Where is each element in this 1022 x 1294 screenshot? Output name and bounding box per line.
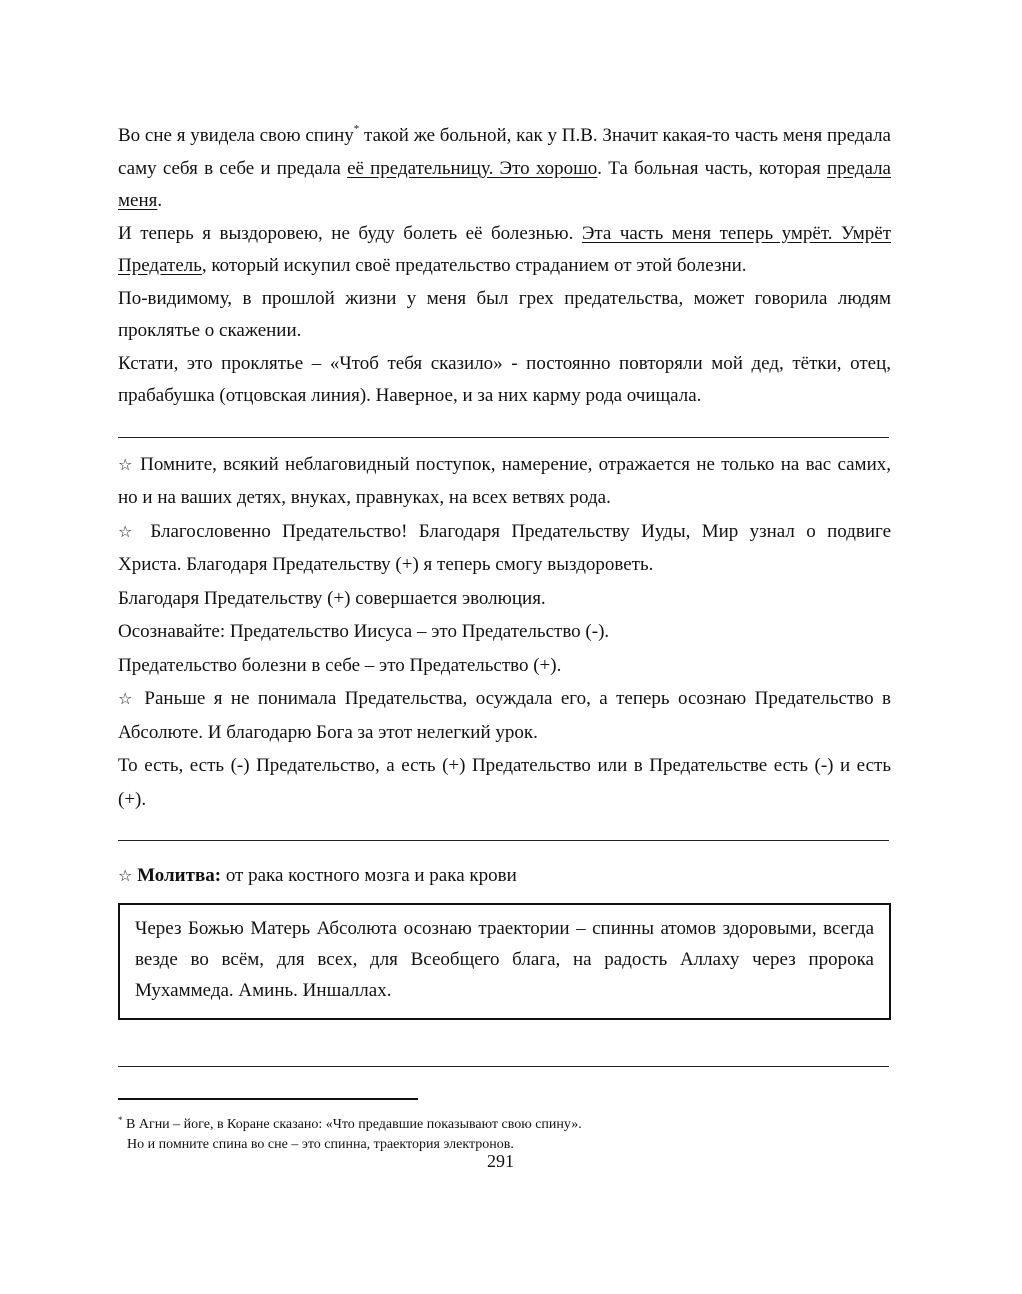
star-icon: ☆ xyxy=(118,454,134,474)
bullet-item: ☆ Благословенно Предательство! Благодаря Предательству Иуды, Мир узнал о подвиге Христа. Благодаря Предательству (+) я теперь смогу выздороветь. xyxy=(118,520,892,575)
underlined-phrase: Эта часть меня теперь умрёт. Умрёт Предатель xyxy=(118,222,892,276)
bullet-item: ☆ Помните, всякий неблаговидный поступок, намерение, отражается не только на вас самих, но и на ваших детях, внуках, правнуках, на всех ветвях рода. xyxy=(118,453,892,508)
paragraph-recovery: И теперь я выздоровею, не буду болеть её болезнью. Эта часть меня теперь умрёт. Умрёт Предатель, который искупил своё предательство страданием от этой болезни. xyxy=(118,222,892,276)
horizontal-rule xyxy=(118,1066,889,1067)
footnote-mark: * xyxy=(118,1115,123,1125)
text-line: Осознавайте: Предательство Иисуса – это Предательство (-). xyxy=(118,621,610,642)
prayer-text: Через Божью Матерь Абсолюта осознаю траектории – спинны атомов здоровыми, всегда везде во всём, для всех, для Всеобщего блага, на радость Аллаху через пророка Мухаммеда. Аминь. Иншаллах. xyxy=(135,918,874,1001)
prayer-label: Молитва: xyxy=(137,865,222,886)
paragraph-curse: Кстати, это проклятье – «Чтоб тебя сказило» - постоянно повторяли мой дед, тётки, отец, прабабушка (отцовская линия). Наверное, и за них карму рода очищала. xyxy=(118,352,891,406)
paragraph-past-life: По-видимому, в прошлой жизни у меня был грех предательства, может говорила людям проклятье о скажении. xyxy=(118,287,891,341)
underlined-phrase: её предательницу. Это хорошо xyxy=(347,157,598,179)
text-line: То есть, есть (-) Предательство, а есть (+) Предательство или в Предательстве есть (-) и есть (+). xyxy=(118,755,891,810)
horizontal-rule xyxy=(118,840,889,841)
paragraph-dream: Во сне я увидела свою спину* такой же больной, как у П.В. Значит какая-то часть меня предала саму себя в себе и предала её предательницу. Это хорошо. Та больная часть, которая предала меня. xyxy=(118,122,891,211)
text-line: Благодаря Предательству (+) совершается эволюция. xyxy=(118,587,546,609)
prayer-box xyxy=(118,903,891,1020)
prayer-heading: ☆ Молитва: от рака костного мозга и рака крови xyxy=(118,865,517,886)
bullet-section xyxy=(118,448,891,817)
footnote-reference: * xyxy=(353,122,360,135)
underlined-phrase: предала меня xyxy=(118,157,891,211)
page-number: 291 xyxy=(487,1151,514,1171)
star-icon: ☆ xyxy=(118,689,137,708)
document-page xyxy=(118,120,891,1172)
footnote xyxy=(118,1115,891,1154)
footnote-separator xyxy=(118,1098,418,1100)
star-icon: ☆ xyxy=(118,866,133,885)
bullet-item: ☆ Раньше я не понимала Предательства, осуждала его, а теперь осознаю Предательство в Абсолюте. И благодарю Бога за этот нелегкий урок. xyxy=(118,688,891,743)
footnote-line: Но и помните спина во сне – это спинна, траектория электронов. xyxy=(127,1137,514,1152)
footnote-line: * В Агни – йоге, в Коране сказано: «Что предавшие показывают свою спину». xyxy=(118,1115,582,1132)
horizontal-rule xyxy=(118,437,889,438)
star-icon: ☆ xyxy=(118,521,139,541)
text-line: Предательство болезни в себе – это Предательство (+). xyxy=(118,654,562,676)
